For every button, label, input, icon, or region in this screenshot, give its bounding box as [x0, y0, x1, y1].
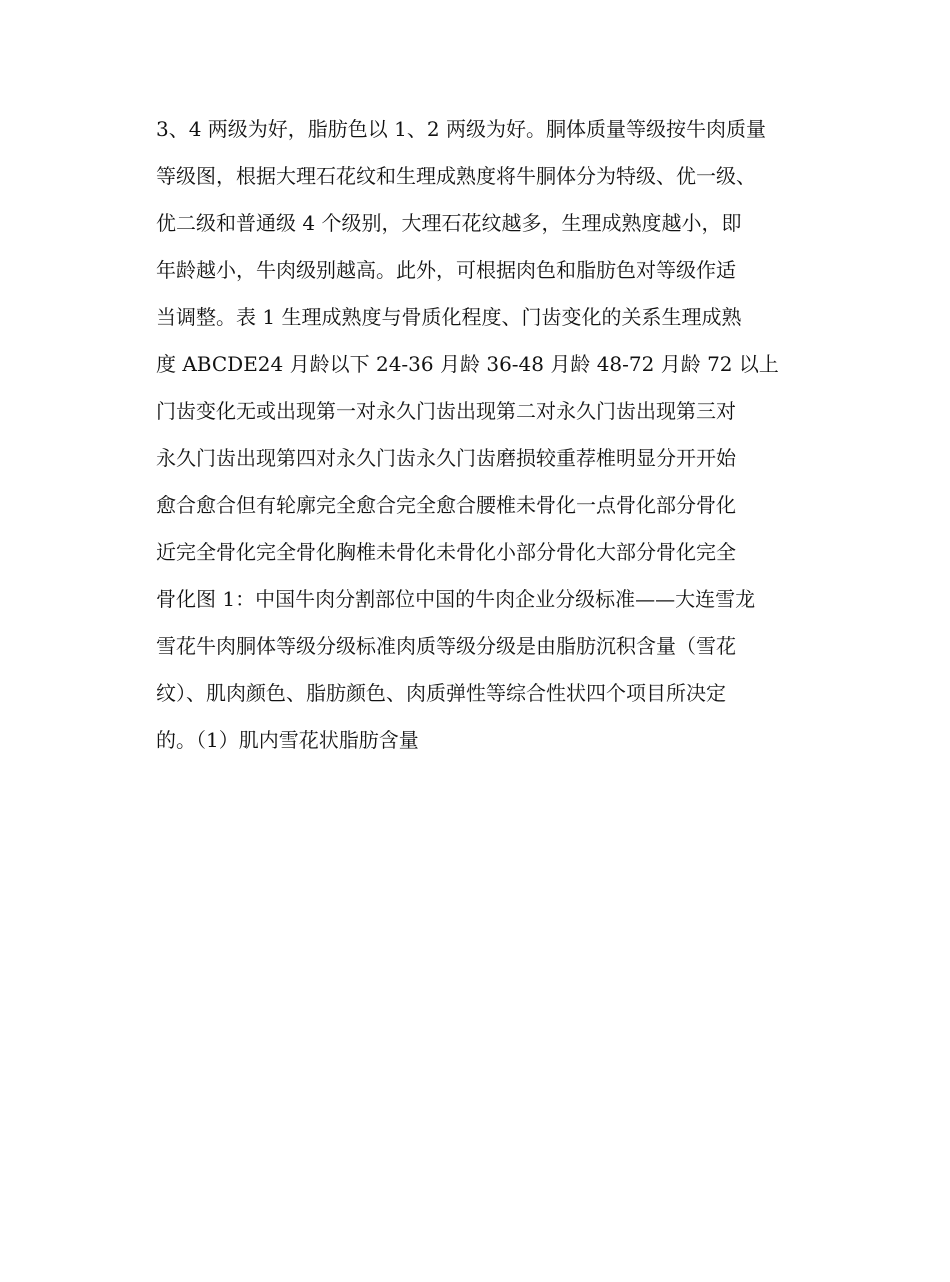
- text-line: 骨化图 1：中国牛肉分割部位中国的牛肉企业分级标准——大连雪龙: [156, 587, 756, 611]
- text-line: 当调整。表 1 生理成熟度与骨质化程度、门齿变化的关系生理成熟: [156, 305, 742, 329]
- text-line: 门齿变化无或出现第一对永久门齿出现第二对永久门齿出现第三对: [156, 399, 736, 423]
- body-paragraph: [156, 106, 806, 764]
- text-line: 等级图，根据大理石花纹和生理成熟度将牛胴体分为特级、优一级、: [156, 164, 756, 188]
- text-line: 近完全骨化完全骨化胸椎未骨化未骨化小部分骨化大部分骨化完全: [156, 540, 736, 564]
- text-line: 纹）、肌肉颜色、脂肪颜色、肉质弹性等综合性状四个项目所决定: [156, 681, 726, 705]
- text-line: 年龄越小，牛肉级别越高。此外，可根据肉色和脂肪色对等级作适: [156, 258, 736, 282]
- text-line: 愈合愈合但有轮廓完全愈合完全愈合腰椎未骨化一点骨化部分骨化: [156, 493, 736, 517]
- text-line: 优二级和普通级 4 个级别，大理石花纹越多，生理成熟度越小，即: [156, 211, 742, 235]
- text-line: 的。（1）肌内雪花状脂肪含量: [156, 728, 419, 752]
- text-line: 雪花牛肉胴体等级分级标准肉质等级分级是由脂肪沉积含量（雪花: [156, 634, 736, 658]
- text-line: 3、4 两级为好，脂肪色以 1、2 两级为好。胴体质量等级按牛肉质量: [156, 117, 766, 141]
- text-line: 度 ABCDE24 月龄以下 24-36 月龄 36-48 月龄 48-72 月龄 72 以上: [156, 352, 779, 376]
- text-line: 永久门齿出现第四对永久门齿永久门齿磨损较重荐椎明显分开开始: [156, 446, 736, 470]
